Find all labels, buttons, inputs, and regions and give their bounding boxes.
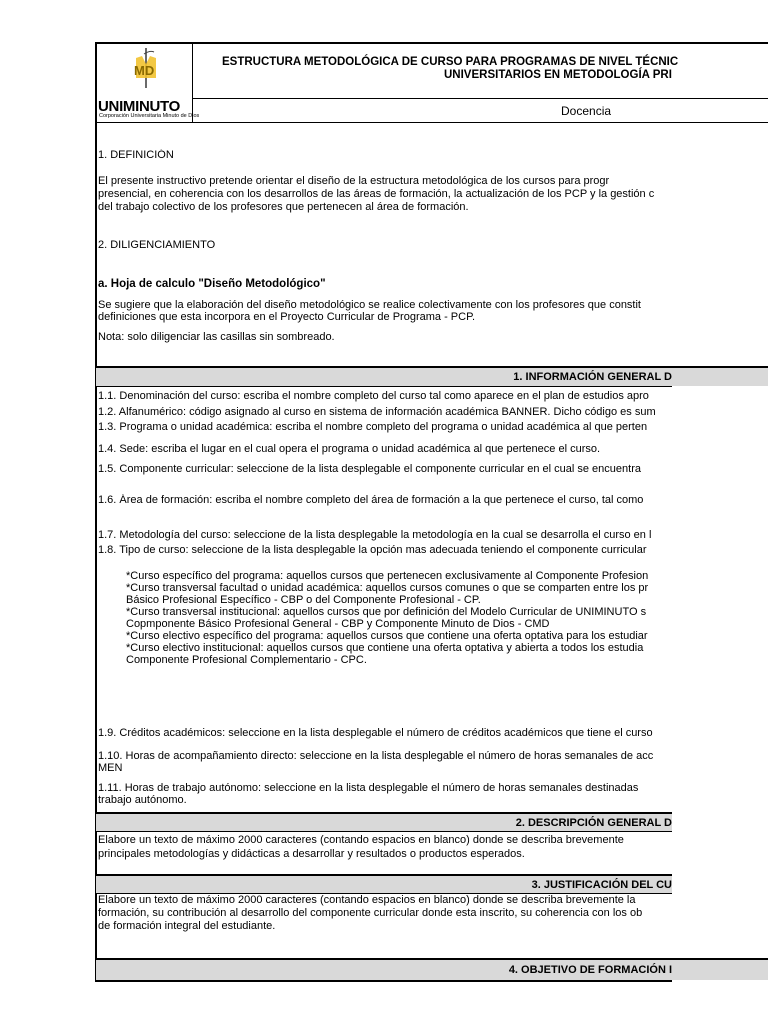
section2-bar (96, 814, 672, 831)
item-1-9: 1.9. Créditos académicos: seleccione en la lista desplegable el número de créditos académicos que tiene el curso (98, 727, 653, 739)
bullet-1: *Curso específico del programa: aquellos cursos que pertenecen exclusivamente al Componente Profesion (126, 570, 649, 582)
logo-name: UNIMINUTO (98, 98, 181, 115)
justificacion-line3: de formación integral del estudiante. (98, 920, 276, 932)
item-1-11-line1: 1.11. Horas de trabajo autónomo: seleccione en la lista desplegable el número de horas semanales destinadas (98, 782, 639, 794)
item-1-2: 1.2. Alfanumérico: código asignado al curso en sistema de información académica BANNER. Dicho código es sum (98, 406, 656, 418)
section3-bar (96, 876, 672, 893)
justificacion-line2: formación, su contribución al desarrollo del componente curricular donde esta inscrito, su coherencia con los ob (98, 907, 643, 919)
section2-bottom-border (96, 831, 672, 832)
definicion-line1: El presente instructivo pretende orientar el diseño de la estructura metodológica de los cursos para progr (98, 175, 610, 187)
hoja-heading: a. Hoja de calculo "Diseño Metodológico" (98, 278, 326, 290)
logo-subtitle: Corporación Universitaria Minuto de Dios (99, 113, 200, 119)
bullet-7: *Curso electivo institucional: aquellos cursos que contiene una oferta optativa y abierta a todos los estudia (126, 642, 644, 654)
section1-bar-ext (672, 368, 768, 386)
item-1-5: 1.5. Componente curricular: seleccione de la lista desplegable el componente curricular en el cual se encuentra (98, 463, 641, 475)
item-1-11-line2: trabajo autónomo. (98, 794, 187, 806)
logo-mark-icon (98, 44, 190, 98)
definicion-heading: 1. DEFINICIÓN (98, 149, 174, 161)
definicion-line2: presencial, en coherencia con los desarrollos de las áreas de formación, la actualización de los PCP y la gestión c (98, 188, 655, 200)
justificacion-line1: Elabore un texto de máximo 2000 caracteres (contando espacios en blanco) donde se describa brevemente la (98, 894, 636, 906)
bullet-8: Componente Profesional Complementario - CPC. (126, 654, 367, 666)
bullet-3: Básico Profesional Específico - CBP o del Componente Profesional - CP. (126, 594, 481, 606)
sheet-top-border (96, 42, 768, 44)
diligenciamiento-heading: 2. DILIGENCIAMIENTO (98, 239, 216, 251)
item-1-8: 1.8. Tipo de curso: seleccione de la lista desplegable la opción mas adecuada teniendo el componente curricular (98, 544, 647, 556)
nota-text: Nota: solo diligenciar las casillas sin sombreado. (98, 331, 335, 343)
section4-bar-ext (672, 960, 768, 980)
section4-bottom-border (96, 980, 672, 982)
item-1-4: 1.4. Sede: escriba el lugar en el cual opera el programa o unidad académica al que pertenece el curso. (98, 443, 601, 455)
header-bottom-border (96, 122, 768, 123)
section1-title: 1. INFORMACIÓN GENERAL D (513, 371, 672, 383)
item-1-10-line2: MEN (98, 762, 123, 774)
item-1-6: 1.6. Área de formación: escriba el nombre completo del área de formación a la que pertenece el curso, tal como (98, 494, 644, 506)
sugerencia-line1: Se sugiere que la elaboración del diseño metodológico se realice colectivamente con los profesores que constit (98, 299, 641, 311)
section3-title: 3. JUSTIFICACIÓN DEL CU (531, 879, 672, 891)
header-logo-divider (192, 42, 193, 122)
section1-bar (96, 368, 672, 386)
logo (98, 44, 200, 120)
section4-title: 4. OBJETIVO DE FORMACIÓN I (508, 964, 672, 976)
header-title-line1: ESTRUCTURA METODOLÓGICA DE CURSO PARA PROGRAMAS DE NIVEL TÉCNIC (222, 56, 679, 68)
descripcion-line1: Elabore un texto de máximo 2000 caracteres (contando espacios en blanco) donde se describa brevemente (98, 834, 624, 846)
item-1-1: 1.1. Denominación del curso: escriba el nombre completo del curso tal como aparece en el plan de estudios apro (98, 390, 649, 402)
section4-bar (96, 960, 672, 980)
definicion-line3: del trabajo colectivo de los profesores que pertenecen al área de formación. (98, 201, 469, 213)
bullet-2: *Curso transversal facultad o unidad académica: aquellos cursos comunes o que se comparten entre los pr (126, 582, 649, 594)
header-mid-border (193, 98, 768, 99)
bullet-6: *Curso electivo específico del programa: aquellos cursos que contiene una oferta optativa para los estudiar (126, 630, 648, 642)
section1-bottom-border (96, 386, 672, 387)
header-title-line2: UNIVERSITARIOS EN METODOLOGÍA PRI (444, 69, 672, 81)
section2-title: 2. DESCRIPCIÓN GENERAL D (515, 817, 672, 829)
logo-mark-text: MD (134, 63, 155, 78)
item-1-3: 1.3. Programa o unidad académica: escriba el nombre completo del programa o unidad académica al que perten (98, 421, 648, 433)
header-docencia: Docencia (561, 104, 612, 118)
descripcion-line2: principales metodologías y didácticas a desarrollar y resultados o productos esperados. (98, 848, 525, 860)
item-1-10-line1: 1.10. Horas de acompañamiento directo: seleccione en la lista desplegable el número de horas semanales de acc (98, 750, 654, 762)
bullet-4: *Curso transversal institucional: aquellos cursos que por definición del Modelo Curricular de UNIMINUTO s (126, 606, 647, 618)
item-1-7: 1.7. Metodología del curso: seleccione de la lista desplegable la metodología en la cual se desarrolla el curso en l (98, 529, 652, 541)
bullet-5: Copmponente Básico Profesional General - CBP y Componente Minuto de Dios - CMD (126, 618, 550, 630)
sheet-left-border (95, 42, 97, 982)
sugerencia-line2: definiciones que esta incorpora en el Proyecto Curricular de Programa - PCP. (98, 311, 476, 323)
